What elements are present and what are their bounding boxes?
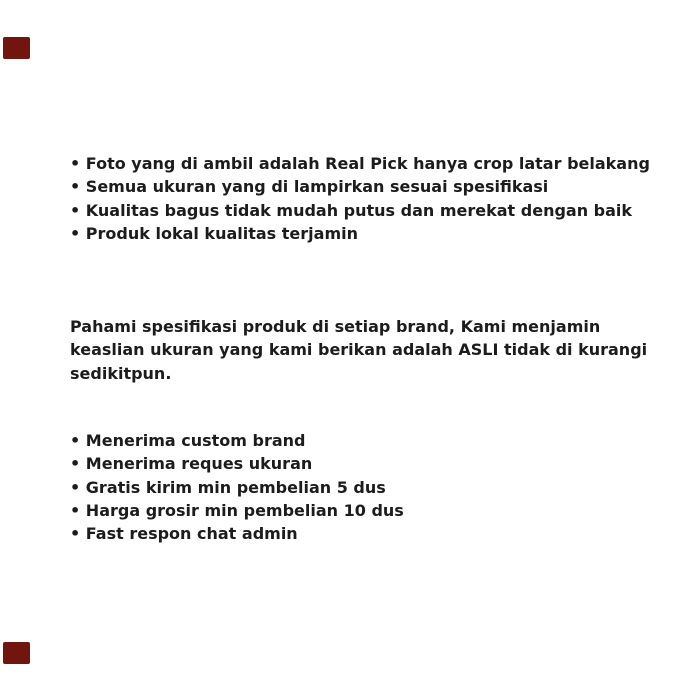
paragraph-line: Pahami spesifikasi produk di setiap brand, Kami menjamin [70,317,601,336]
crop-remnant-mark-bottom [3,642,30,664]
guarantee-paragraph [70,315,647,385]
feature-list [70,152,650,245]
feature-item: • Produk lokal kualitas terjamin [70,223,358,243]
feature-item: • Kualitas bagus tidak mudah putus dan merekat dengan baik [70,200,633,220]
feature-item: • Foto yang di ambil adalah Real Pick hanya crop latar belakang [70,154,650,173]
paragraph-line: keaslian ukuran yang kami berikan adalah ASLI tidak di kurangi [70,340,648,360]
crop-remnant-mark-top [3,37,30,59]
service-item: • Gratis kirim min pembelian 5 dus [70,477,386,497]
feature-item: • Semua ukuran yang di lampirkan sesuai spesifikasi [70,177,549,197]
service-list [70,429,404,546]
service-item: • Menerima reques ukuran [70,454,313,474]
service-item: • Fast respon chat admin [70,524,298,544]
paragraph-line: sedikitpun. [70,363,172,383]
service-item: • Menerima custom brand [70,431,306,450]
service-item: • Harga grosir min pembelian 10 dus [70,500,404,520]
